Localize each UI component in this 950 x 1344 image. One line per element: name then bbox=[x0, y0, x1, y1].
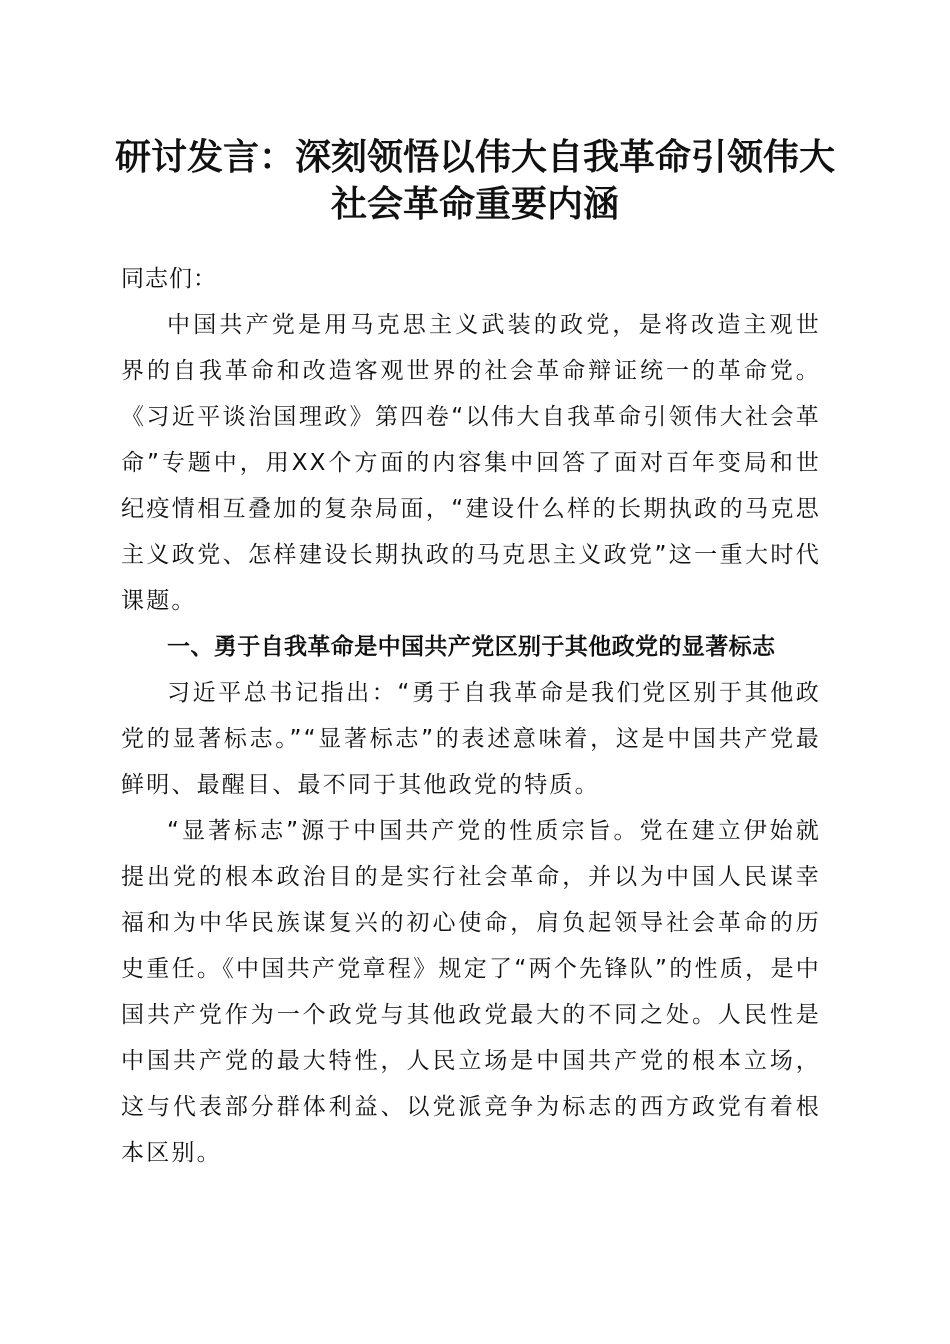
document-body bbox=[121, 256, 821, 1176]
paragraph-nature: “显著标志”源于中国共产党的性质宗旨。党在建立伊始就提出党的根本政治目的是实行社会革命，并以为中国人民谋幸福和为中华民族谋复兴的初心使命，肩负起领导社会革命的历史重任。《中国共产党章程》规定了“两个先锋队”的性质，是中国共产党作为一个政党与其他政党最大的不同之处。人民性是中国共产党的最大特性，人民立场是中国共产党的根本立场，这与代表部分群体利益、以党派竞争为标志的西方政党有着根本区别。 bbox=[121, 818, 821, 1166]
section-heading-1: 一、勇于自我革命是中国共产党区别于其他政党的显著标志 bbox=[167, 634, 776, 660]
title-line-2: 社会革命重要内涵 bbox=[330, 183, 619, 225]
title-line-1: 研讨发言：深刻领悟以伟大自我革命引领伟大 bbox=[114, 136, 835, 178]
document-title bbox=[100, 134, 850, 228]
paragraph-intro: 中国共产党是用马克思主义武装的政党，是将改造主观世界的自我革命和改造客观世界的社会革命辩证统一的革命党。《习近平谈治国理政》第四卷“以伟大自我革命引领伟大社会革命”专题中，用XX个方面的内容集中回答了面对百年变局和世纪疫情相互叠加的复杂局面，“建设什么样的长期执政的马克思主义政党、怎样建设长期执政的马克思主义政党”这一重大时代课题。 bbox=[121, 312, 821, 614]
paragraph-quote: 习近平总书记指出：“勇于自我革命是我们党区别于其他政党的显著标志。”“显著标志”的表述意味着，这是中国共产党最鲜明、最醒目、最不同于其他政党的特质。 bbox=[121, 680, 821, 798]
salutation: 同志们： bbox=[121, 266, 217, 292]
